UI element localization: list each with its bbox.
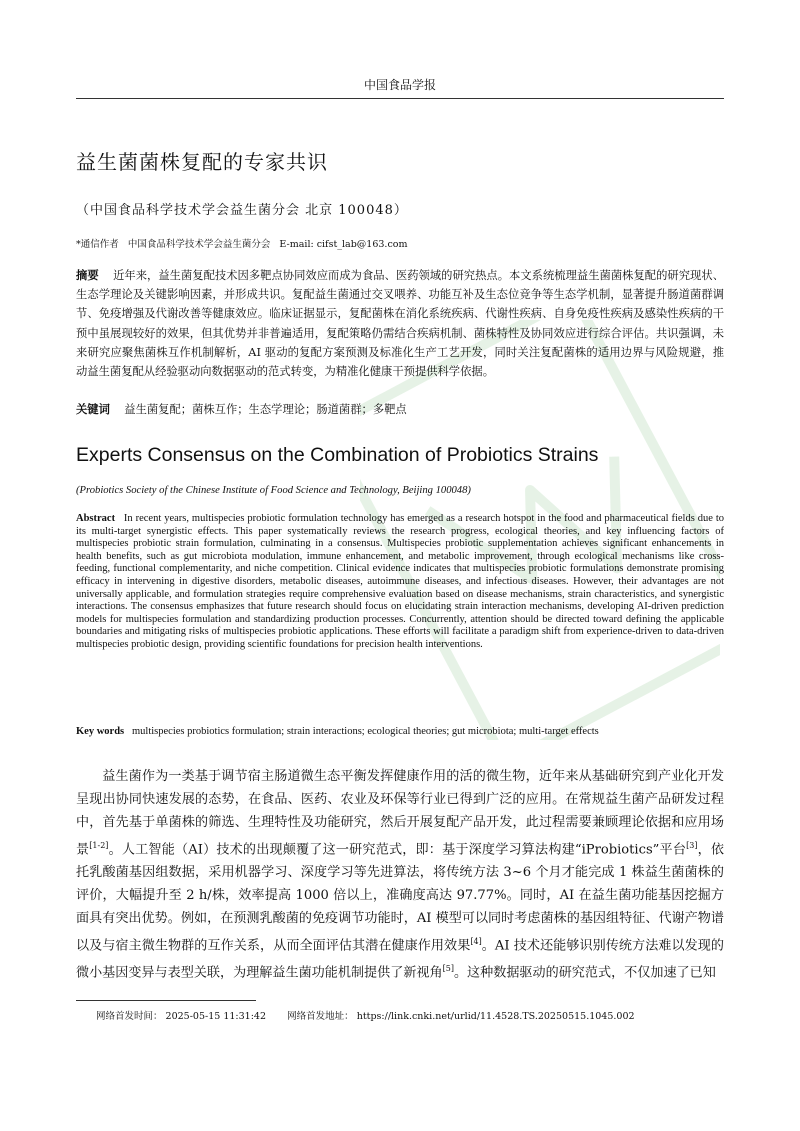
abstract-chinese-text: 近年来，益生菌复配技术因多靶点协同效应而成为食品、医药领域的研究热点。本文系统梳理益生菌菌株复配的研究现状、生态学理论及关键影响因素，并形成共识。复配益生菌通过交叉喂养、功能互补及生态位竞争等生态学机制，显著提升肠道菌群调节、免疫增强及代谢改善等健康效应。临床证据显示，复配菌株在消化系统疾病、代谢性疾病、自身免疫性疾病及感染性疾病的干预中虽展现较好的效果，但其优势并非普遍适用，复配策略仍需结合疾病机制、菌株特性及协同效应进行综合评估。共识强调，未来研究应聚焦菌株互作机制解析，AI 驱动的复配方案预测及标准化生产工艺开发，同时关注复配菌株的适用边界与风险规避，推动益生菌复配从经验驱动向数据驱动的范式转变，为精准化健康干预提供科学依据。 (76, 269, 724, 379)
body-text: ，依托乳酸菌基因组数据，采用机器学习、深度学习等先进算法，将传统方法 3~6 个月才能完成 1 株益生菌菌株的评价，大幅提升至 2 h/株，效率提高 1000 倍以上，准确度高达 97.77%。同时，AI 在益生菌功能基因挖掘方面具有突出优势。例如，在预测乳酸菌的免疫调节功能时，AI 模型可以同时考虑菌株的基因组特征、代谢产物谱以及与宿主微生物群的互作关系，从而全面评估其潜在健康作用效果 (76, 842, 725, 954)
keywords-english (76, 726, 724, 737)
keywords-english-text: multispecies probiotics formulation; strain interactions; ecological theories; gut microbiota; multi-target effects (132, 726, 599, 737)
body-text: 。AI 技术还能够识别传统方法难以发现的微小基因变异与表型关联，为理解益生菌功能机制提供了新视角 (76, 938, 725, 981)
title-chinese: 益生菌菌株复配的专家共识 (76, 150, 328, 174)
pub-addr-link[interactable]: https://link.cnki.net/urlid/11.4528.TS.20250515.1045.002 (356, 1011, 635, 1022)
affiliation-chinese: （中国食品科学技术学会益生菌分会 北京 100048） (76, 203, 408, 218)
citation-3[interactable]: [3] (686, 840, 698, 850)
abstract-chinese-label: 摘要 (76, 268, 99, 282)
publication-footer (96, 1008, 635, 1022)
pub-time: 2025-05-15 11:31:42 (165, 1011, 267, 1022)
pub-addr-label: 网络首发地址： (287, 1011, 354, 1022)
body-paragraph (76, 766, 724, 985)
keywords-chinese-label: 关键词 (76, 402, 110, 416)
affiliation-english: (Probiotics Society of the Chinese Institute of Food Science and Technology, Beijing 100048) (76, 485, 471, 496)
keywords-english-label: Key words (76, 726, 125, 737)
body-text: 益生菌作为一类基于调节宿主肠道微生态平衡发挥健康作用的活的微生物，近年来从基础研究到产业化开发呈现出协同快速发展的态势，在食品、医药、农业及环保等行业已得到广泛的应用。在常规益生菌产品研发过程中，首先基于单菌株的筛选、生理特性及功能研究，然后开展复配产品开发，此过程需要兼顾理论依据和应用场景 (76, 769, 724, 858)
footnote-rule (76, 1000, 256, 1001)
body-text: 。这种数据驱动的研究范式，不仅加速了已知 (453, 965, 716, 981)
header-rule (76, 98, 724, 99)
body-text: 。人工智能（AI）技术的出现颠覆了这一研究范式，即：基于深度学习算法构建“iProbiotics”平台 (108, 842, 687, 858)
citation-1-2[interactable]: [1-2] (89, 840, 109, 850)
abstract-chinese (76, 266, 724, 381)
corresponding-label: *通信作者 (76, 239, 119, 250)
abstract-english-text: In recent years, multispecies probiotic formulation technology has emerged as a research hotspot in the food and pharmaceutical fields due to its multi-target synergistic effects. This paper systematically reviews the research progress, ecological theories, and key influencing factors of multispecies probiotic strain formulation, culminating in a consensus. Multispecies probiotic supplementation achieves significant enhancements in health benefits, such as gut microbiota modulation, immune enhancement, and metabolic improvement, through ecological mechanisms like cross-feeding, functional complementarity, and niche competition. Clinical evidence indicates that multispecies probiotic formulations demonstrate promising efficacy in intervening in digestive disorders, metabolic diseases, autoimmune diseases, and infectious diseases. However, their advantages are not universally applicable, and formulation strategies require comprehensive evaluation based on disease mechanisms, strain characteristics, and synergistic interactions. The consensus emphasizes that future research should focus on elucidating strain interaction mechanisms, developing AI-driven prediction models for multispecies formulation and standardizing production processes. Concurrently, attention should be directed toward defining the applicable boundaries and mitigating risks of multispecies probiotic applications. These efforts will facilitate a paradigm shift from experience-driven to data-driven multispecies probiotic design, providing scientific foundations for precision health interventions. (76, 513, 725, 650)
corresponding-author (76, 236, 408, 250)
corresponding-org: 中国食品科学技术学会益生菌分会 (127, 239, 271, 250)
abstract-english-label: Abstract (76, 513, 116, 524)
keywords-chinese (76, 401, 724, 417)
running-head: 中国食品学报 (363, 78, 436, 92)
citation-5[interactable]: [5] (442, 963, 454, 973)
pub-time-label: 网络首发时间： (96, 1011, 163, 1022)
corresponding-email[interactable]: E-mail: cifst_lab@163.com (279, 239, 408, 250)
citation-4[interactable]: [4] (470, 936, 482, 946)
keywords-chinese-text: 益生菌复配；菌株互作；生态学理论；肠道菌群；多靶点 (124, 403, 407, 416)
title-english: Experts Consensus on the Combination of Probiotics Strains (76, 444, 599, 466)
abstract-english (76, 513, 724, 652)
